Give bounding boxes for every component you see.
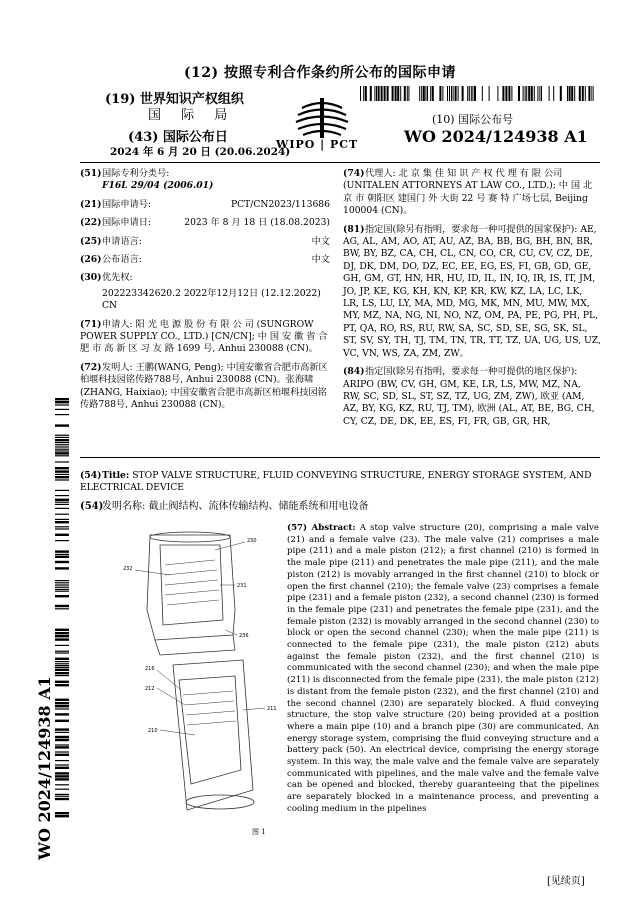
field-71: (71)申请人: 阳 光 电 源 股 份 有 限 公 司 (SUNGROW POWER SUPPLY CO., LTD.) [CN/CN]; 中 国 安 徽 省 合 肥 市 高 新 区 习 友 路 1699 号, Anhui 230088 (CN)。 bbox=[80, 318, 328, 355]
figure-label: 212 bbox=[145, 686, 155, 692]
figure-label: 216 bbox=[145, 666, 155, 672]
figure-label: 231 bbox=[237, 583, 247, 589]
field-81: (81)指定国(除另有指明，要求每一种可提供的国家保护): AE, AG, AL, AM, AO, AT, AU, AZ, BA, BB, BG, BH, BN, BR, BW, BY, BZ, CA, CH, CL, CN, CO, CR, CU, CV, CZ, DE, DJ, DK, DM, DO, DZ, EC, EE, EG, ES, FI, GB, GD, GE, GH, GM, GT, HN, HR, HU, ID, IL, IN, IQ, IR, IS, IT, JM, JO, JP, KE, KG, KH, KN, KP, KR, KW, KZ, LA, LC, LK, LR, LS, LU, LY, MA, MD, MG, MK, MN, MU, MW, MX, MY, MZ, NA, NG, NI, NO, NZ, OM, PA, PE, PG, PH, PL, PT, QA, RO, RS, RU, RW, SA, SC, SD, SE, SG, SK, SL, ST, SV, SY, TH, TJ, TM, TN, TR, TT, TZ, UA, UG, US, UZ, VC, VN, WS, ZA, ZM, ZW。 bbox=[343, 223, 601, 359]
field-74: (74)代理人: 北 京 集 佳 知 识 产 权 代 理 有 限 公司(UNITALEN ATTORNEYS AT LAW CO., LTD.); 中 国 北 京 市 朝阳区 建国门 外 大街 22 号 赛 特 广场七层, Beijing 100004 (CN)。 bbox=[343, 168, 593, 217]
side-publication-number: WO 2024/124938 A1 bbox=[35, 676, 54, 860]
publication-date: 2024 年 6 月 20 日 (20.06.2024) bbox=[110, 146, 291, 158]
left-bibliographic-column bbox=[80, 168, 330, 412]
title-chinese: (54)发明名称: 截止阀结构、流体传输结构、储能系统和用电设备 bbox=[80, 501, 369, 512]
figure-label: 232 bbox=[123, 566, 133, 572]
field-25: (25)申请语言: 中文 bbox=[80, 235, 330, 247]
abstract-text: A stop valve structure (20), comprising a male valve (21) and a female valve (23). The male valve (21) comprises a male pipe (211) and a male piston (212); a first channel (210) is formed in the male pipe (211) and penetrates the male pipe (211), and the male piston (212) is movably arranged in the first channel (210) to block or open the first channel (210); the female valve (23) comprises a female pipe (231) and a female piston (232), a second channel (230) is formed in the female pipe (231) and penetrates the female pipe (231), and the female piston (232) is movably arranged in the second channel (230) to block or open the second channel (230); when the male pipe (211) is connected to the female pipe (231), the male piston (212) abuts against the female piston (232), and the first channel (210) is communicated with the second channel (230); and when the male pipe (211) is disconnected from the female pipe (231), the male piston (212) is distant from the female piston (232), and the first channel (210) and the second channel (230) are separately blocked. A fluid conveying structure, the stop valve structure (20) being provided at a position where a main pipe (10) and a branch pipe (30) are communicated. An energy storage system, comprising the fluid conveying structure and a battery pack (50). An electrical device, comprising the energy storage system. In this way, the male valve and the female valve are separately communicated with pipelines, and the male valve and the female valve can be opened and blocked, thereby guaranteeing that the pipelines are separately blocked in a maintenance process, and preventing a cooling medium in the pipelines bbox=[287, 523, 600, 814]
organization-name: (19) 世界知识产权组织 bbox=[105, 92, 244, 107]
abstract-label: (57) Abstract: bbox=[287, 523, 356, 533]
patent-figure bbox=[115, 530, 280, 820]
field-21: (21)国际申请号: PCT/CN2023/113686 bbox=[80, 198, 330, 210]
field-22: (22)国际申请日: 2023 年 8 月 18 日 (18.08.2023) bbox=[80, 217, 330, 229]
abstract bbox=[287, 523, 599, 816]
figure-label: 236 bbox=[239, 633, 249, 639]
publication-number: WO 2024/124938 A1 bbox=[404, 127, 588, 146]
field-30: (30)优先权: 202223342620.2 2022年12月12日 (12.12.2022) CN bbox=[80, 272, 321, 312]
field-72: (72)发明人: 王鹏(WANG, Peng); 中国安徽省合肥市高新区柏堰科技园铭传路788号, Anhui 230088 (CN)。张海啸(ZHANG, Haixiao); 中国安徽省合肥市高新区柏堰科技园铭传路788号, Anhui 230088 (CN)。 bbox=[80, 361, 328, 411]
figure-caption: 图 1 bbox=[252, 828, 266, 836]
publication-number-label: (10) 国际公布号 bbox=[432, 113, 514, 126]
figure-label: 210 bbox=[148, 728, 158, 734]
field-84: (84)指定国(除另有指明，要求每一种可提供的地区保护): ARIPO (BW, CV, GH, GM, KE, LR, LS, MW, MZ, NA, RW, SC, SD, SL, ST, SZ, TZ, UG, ZM, ZW), 欧亚 (AM, AZ, BY, KG, KZ, RU, TJ, TM), 欧洲 (AL, AT, BE, BG, CH, CY, CZ, DE, DK, EE, ES, FI, FR, GB, GR, HR, bbox=[343, 366, 595, 427]
title-english: (54)Title: STOP VALVE STRUCTURE, FLUID CONVEYING STRUCTURE, ENERGY STORAGE SYSTEM, AND ELECTRICAL DEVICE bbox=[80, 470, 592, 494]
field-51: (51)国际专利分类号: F16L 29/04 (2006.01) bbox=[80, 168, 214, 192]
header-divider bbox=[80, 162, 600, 163]
office-name: 国 际 局 bbox=[148, 108, 236, 123]
publication-date-label: (43) 国际公布日 bbox=[128, 130, 228, 145]
top-barcode bbox=[358, 86, 594, 101]
document-title: (12) 按照专利合作条约所公布的国际申请 bbox=[183, 65, 457, 81]
figure-label: 211 bbox=[267, 706, 277, 712]
title-divider bbox=[80, 457, 600, 458]
wipo-pct-logo-text: WIPO | PCT bbox=[276, 138, 359, 151]
field-26: (26)公布语言: 中文 bbox=[80, 254, 330, 266]
right-bibliographic-column bbox=[343, 168, 601, 428]
side-barcode bbox=[55, 398, 69, 818]
figure-label: 230 bbox=[247, 538, 257, 544]
continued-note: [见续页] bbox=[547, 876, 585, 887]
